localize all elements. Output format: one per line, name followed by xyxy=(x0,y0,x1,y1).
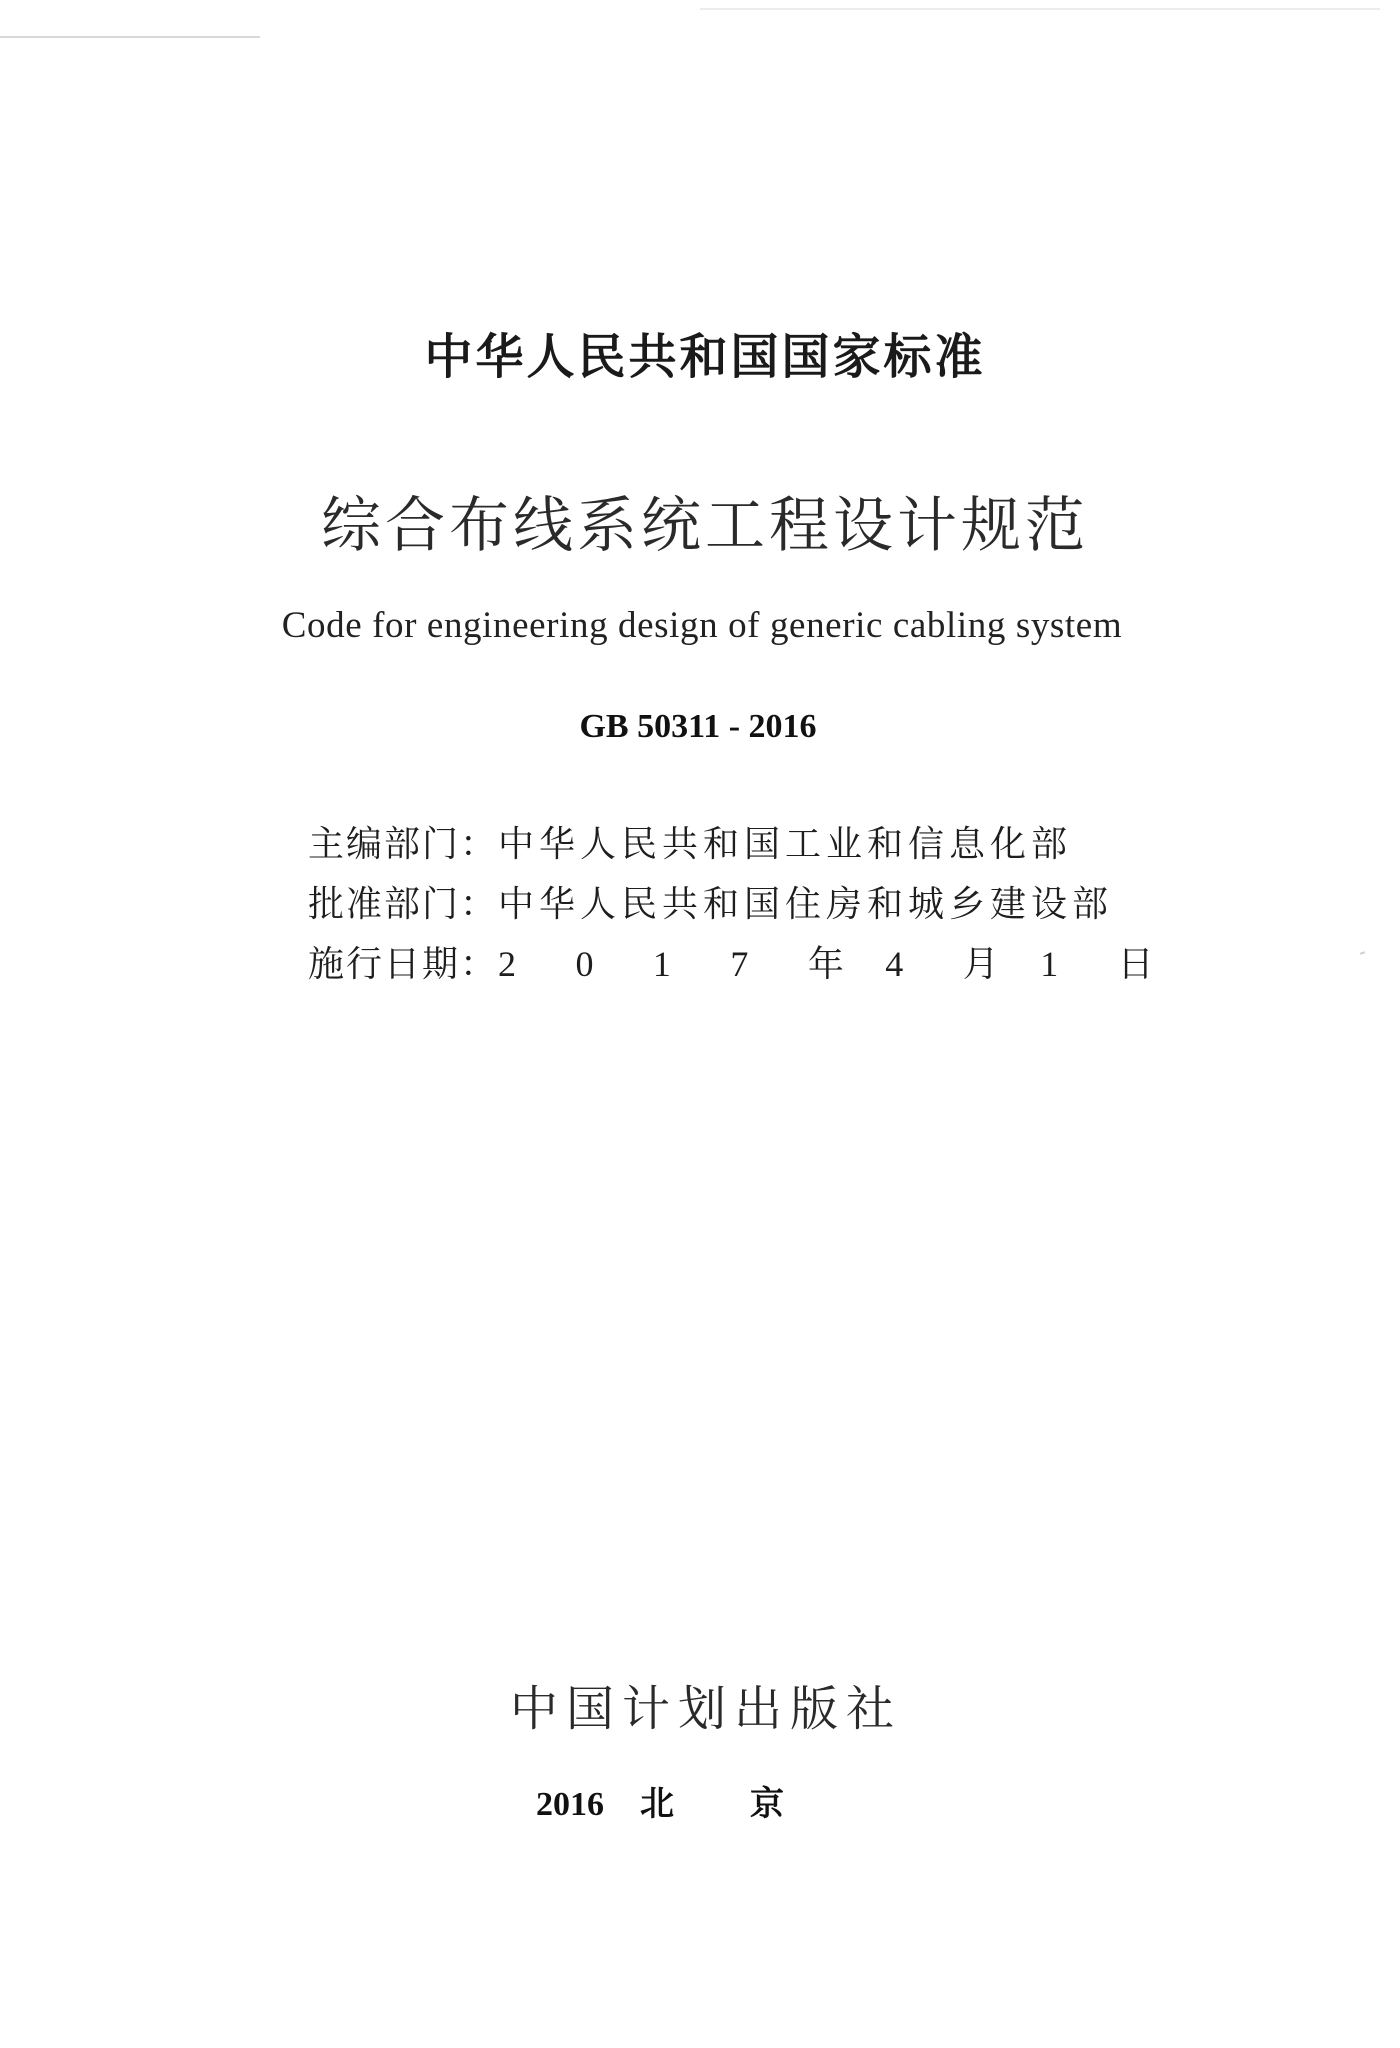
date-digit: 7 xyxy=(730,944,749,984)
standard-type-heading: 中华人民共和国国家标准 xyxy=(424,329,986,385)
document-title-chinese: 综合布线系统工程设计规范 xyxy=(321,491,1089,561)
effective-date-label: 施行日期： xyxy=(308,944,499,985)
imprint-line xyxy=(0,1776,1398,1825)
date-digit: 1 xyxy=(652,944,671,984)
scan-speck xyxy=(1360,951,1365,955)
editor-department-label: 主编部门： xyxy=(308,824,499,865)
date-month-unit: 月 xyxy=(962,944,999,985)
editor-department-row xyxy=(308,816,1128,867)
editor-department-value: 中华人民共和国工业和信息化部 xyxy=(498,824,1073,865)
date-year-unit: 年 xyxy=(807,944,844,985)
effective-date-value xyxy=(498,936,1184,987)
date-digit: 4 xyxy=(885,944,904,984)
date-digit: 2 xyxy=(498,944,517,984)
imprint-year: 2016 xyxy=(536,1786,604,1823)
date-digit: 0 xyxy=(575,944,594,984)
approver-department-row xyxy=(308,876,1128,927)
approver-department-label: 批准部门： xyxy=(308,884,499,925)
imprint-city: 北京 xyxy=(640,1784,860,1824)
effective-date-row xyxy=(308,936,1154,987)
date-day-unit: 日 xyxy=(1117,944,1154,985)
standard-code: GB 50311 - 2016 xyxy=(579,708,817,745)
scan-artifact-line xyxy=(0,36,260,38)
scan-artifact-line xyxy=(700,8,1380,10)
document-title-english: Code for engineering design of generic cabling system xyxy=(281,605,1123,646)
approver-department-value: 中华人民共和国住房和城乡建设部 xyxy=(498,884,1114,925)
date-digit: 1 xyxy=(1040,944,1059,984)
publisher-name: 中国计划出版社 xyxy=(509,1681,902,1737)
